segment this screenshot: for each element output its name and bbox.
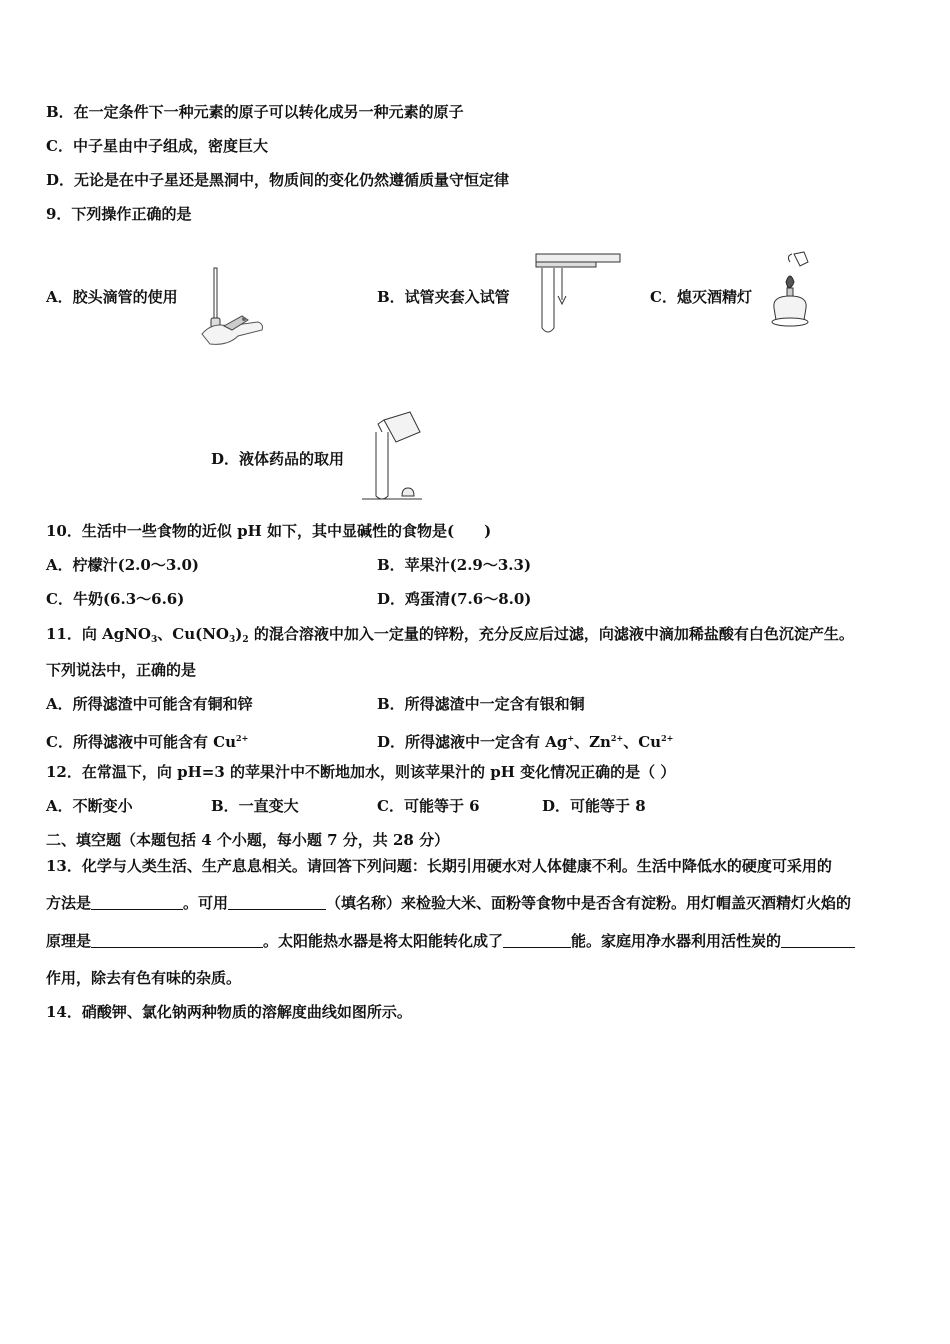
q11-option-b: B．所得滤渣中一定含有银和铜	[377, 695, 585, 713]
q13-line4: 作用，除去有色有味的杂质。	[46, 969, 242, 987]
q12-option-d: D．可能等于 8	[542, 797, 646, 815]
q13-line3: 原理是 。太阳能热水器是将太阳能转化成了 能。家庭用净水器利用活性炭的	[46, 931, 855, 951]
q10-option-a: A．柠檬汁(2.0～3.0)	[46, 556, 200, 574]
dropper-illustration	[198, 264, 270, 350]
q11-option-c: C．所得滤液中可能含有 $Cu^{2+}$	[46, 733, 249, 751]
q13-blank-2[interactable]	[228, 895, 326, 910]
q14-stem: 14．硝酸钾、氯化钠两种物质的溶解度曲线如图所示。	[46, 1003, 412, 1021]
q9-option-a: A．胶头滴管的使用	[46, 288, 178, 306]
pouring-liquid-illustration	[362, 410, 426, 502]
q13-line1: 13．化学与人类生活、生产息息相关。请回答下列问题：长期引用硬水对人体健康不利。生活中降低水的硬度可采用的	[46, 857, 832, 875]
q13-blank-1[interactable]	[91, 895, 183, 910]
alcohol-lamp-illustration	[764, 248, 820, 332]
q9-option-d: D．液体药品的取用	[211, 450, 345, 468]
q11-stem-line2: 下列说法中，正确的是	[46, 661, 197, 679]
q12-option-a: A．不断变小	[46, 797, 133, 815]
q10-option-c: C．牛奶(6.3～6.6)	[46, 590, 185, 608]
q13-line2: 方法是 。可用 （填名称）来检验大米、面粉等食物中是否含有淀粉。用灯帽盖灭酒精灯火焰的	[46, 894, 852, 912]
q13-blank-3[interactable]	[91, 933, 263, 948]
q8-option-d: D．无论是在中子星还是黑洞中，物质间的变化仍然遵循质量守恒定律	[46, 171, 510, 189]
q10-option-b: B．苹果汁(2.9～3.3)	[377, 556, 532, 574]
q9-option-c: C．熄灭酒精灯	[650, 288, 752, 306]
q10-option-d: D．鸡蛋清(7.6～8.0)	[377, 590, 532, 608]
q12-option-c: C．可能等于 6	[377, 797, 480, 815]
q9-stem: 9．下列操作正确的是	[46, 205, 192, 223]
section-2-heading: 二、填空题（本题包括 4 个小题，每小题 7 分，共 28 分）	[46, 831, 450, 849]
q13-blank-4[interactable]	[503, 933, 571, 948]
q8-option-b: B．在一定条件下一种元素的原子可以转化成另一种元素的原子	[46, 103, 464, 121]
q13-blank-5[interactable]	[781, 933, 855, 948]
q11-stem: 11．向 AgNO$_3$、$Cu(NO_3)_2$ 的混合溶液中加入一定量的锌粉，充分反应后过滤，向滤液中滴加稀盐酸有白色沉淀产生。	[46, 625, 854, 645]
q11-option-a: A．所得滤渣中可能含有铜和锌	[46, 695, 253, 713]
q10-stem: 10．生活中一些食物的近似 pH 如下，其中显碱性的食物是( )	[46, 522, 492, 540]
q12-option-b: B．一直变大	[211, 797, 299, 815]
q11-option-d: D．所得滤液中一定含有 Ag+、$Zn^{2+}$、$Cu^{2+}$	[377, 733, 674, 751]
test-tube-clamp-illustration	[532, 248, 624, 336]
q12-stem: 12．在常温下，向 pH=3 的苹果汁中不断地加水，则该苹果汁的 pH 变化情况正确的是（ ）	[46, 763, 676, 781]
q9-option-b: B．试管夹套入试管	[377, 288, 510, 306]
q8-option-c: C．中子星由中子组成，密度巨大	[46, 137, 268, 155]
